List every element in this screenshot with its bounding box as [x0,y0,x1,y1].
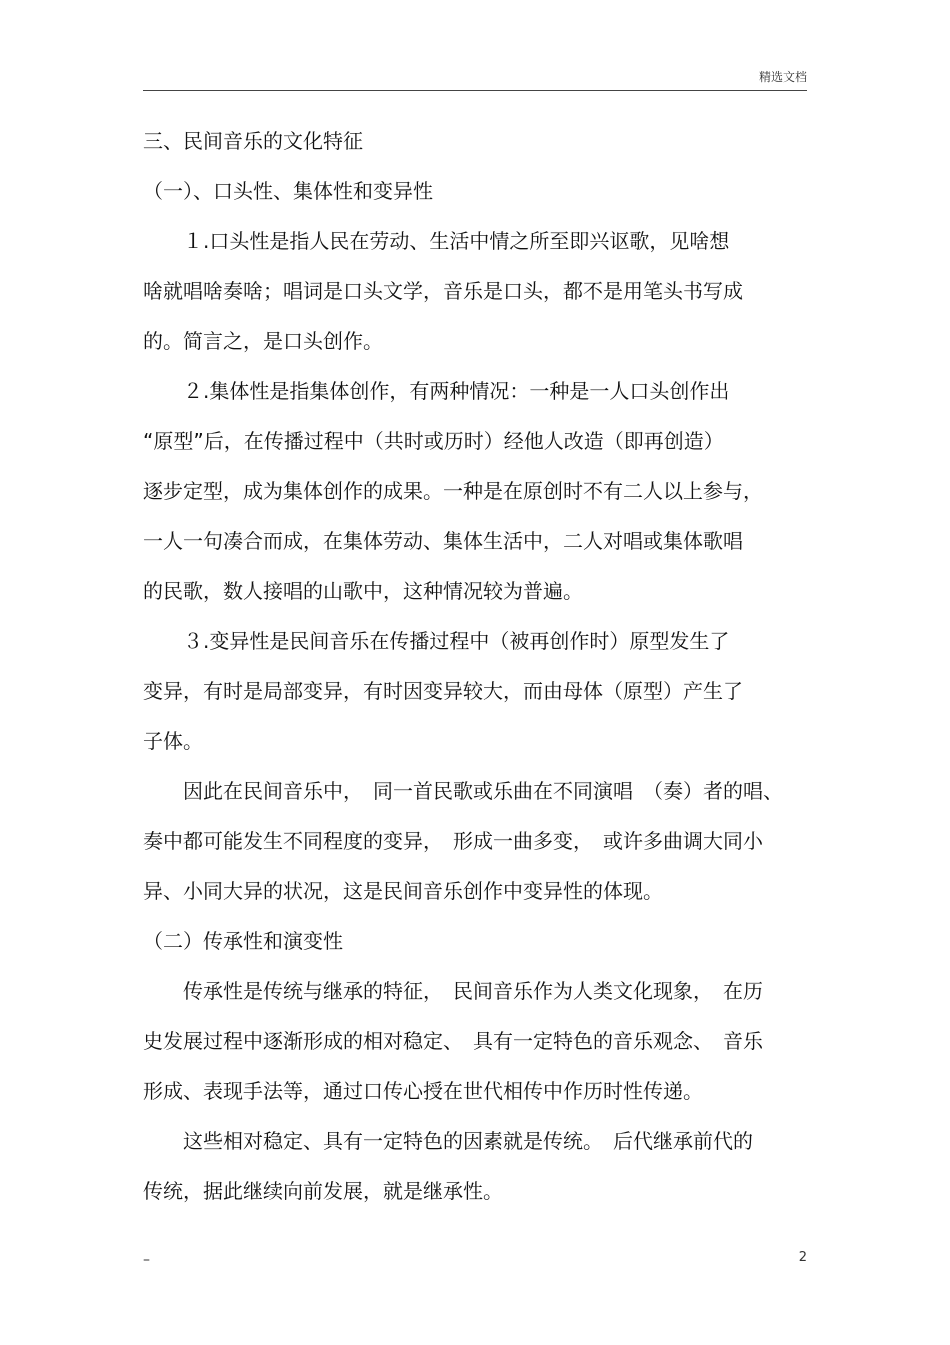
text-line: 一人一句凑合而成，在集体劳动、集体生活中，二人对唱或集体歌唱 [143,529,743,553]
text-line: 子体。 [143,729,203,753]
text-line: ３.变异性是民间音乐在传播过程中（被再创作时）原型发生了 [143,629,730,653]
text-line: 史发展过程中逐渐形成的相对稳定、 具有一定特色的音乐观念、 音乐 [143,1029,763,1053]
header-rule [143,90,807,91]
text-line: 的。简言之，是口头创作。 [143,329,383,353]
text-line: ２.集体性是指集体创作，有两种情况：一种是一人口头创作出 [143,379,730,403]
text-line: 形成、表现手法等，通过口传心授在世代相传中作历时性传递。 [143,1079,703,1103]
text-line: 这些相对稳定、具有一定特色的因素就是传统。 后代继承前代的 [143,1129,753,1153]
footer-dash: – [143,1252,150,1268]
text-line: 传统，据此继续向前发展，就是继承性。 [143,1179,503,1203]
page-number: 2 [798,1250,807,1265]
text-line: １.口头性是指人民在劳动、生活中情之所至即兴讴歌，见啥想 [143,229,730,253]
text-line: 逐步定型，成为集体创作的成果。一种是在原创时不有二人以上参与， [143,479,763,503]
text-line: 变异，有时是局部变异，有时因变异较大，而由母体（原型）产生了 [143,679,743,703]
text-line: 啥就唱啥奏啥；唱词是口头文学，音乐是口头，都不是用笔头书写成 [143,279,743,303]
text-line: 奏中都可能发生不同程度的变异， 形成一曲多变， 或许多曲调大同小 [143,829,763,853]
page-header: 精选文档 [758,70,807,84]
text-line: 传承性是传统与继承的特征， 民间音乐作为人类文化现象， 在历 [143,979,763,1003]
subsection-heading: （一）、口头性、集体性和变异性 [143,179,433,203]
text-line: 因此在民间音乐中， 同一首民歌或乐曲在不同演唱 （奏）者的唱、 [143,779,783,803]
text-line: “原型”后，在传播过程中（共时或历时）经他人改造（即再创造） [143,429,724,453]
text-line: 的民歌，数人接唱的山歌中，这种情况较为普遍。 [143,579,583,603]
subsection-heading: （二）传承性和演变性 [143,929,343,953]
section-heading: 三、民间音乐的文化特征 [143,129,363,153]
text-line: 异、小同大异的状况，这是民间音乐创作中变异性的体现。 [143,879,663,903]
